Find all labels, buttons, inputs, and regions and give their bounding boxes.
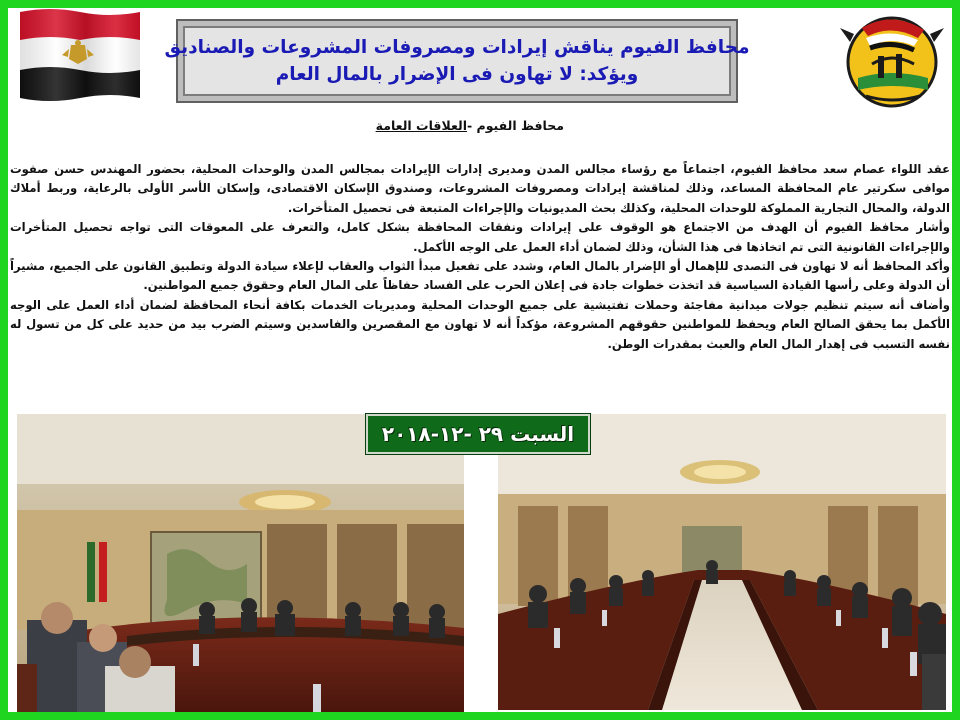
source-prefix: محافظ الفيوم - — [467, 118, 564, 133]
fayoum-governorate-logo — [836, 8, 946, 112]
source-line — [376, 118, 564, 133]
article-paragraph-2: وأشار محافظ الفيوم أن الهدف من الاجتماع هو الوقوف على إيرادات ونفقات المحافظة بشكل كامل، والتعرف على المعوقات التى تواجه تحصيل المتأخرات والإجراءات القانونية التى تم اتخاذها فى هذا الشأن، وذلك لضمان أداء العمل على الوجه الأكمل. — [10, 220, 950, 254]
headline-line-2: ويؤكد: لا تهاون فى الإضرار بالمال العام — [275, 64, 639, 85]
article-paragraph-1: عقد اللواء عصام سعد محافظ الفيوم، اجتماعاً مع رؤساء مجالس المدن ومديرى إدارات الإيرادات بمجالس المدن والوحدات المحلية، بحضور المهندس حسن صفوت موافى سكرتير عام المحافظة المساعد، وذلك لمناقشة إيرادات ومصروفات المشروعات، وصندوق الإسكان الاقتصادى، وإسكان الأسر الأولى بالرعاية، وربط أملاك الدولة، والمحال التجارية المملوكة للوحدات المحلية، وكذلك بحث المديونيات والإجراءات المتبعة فى تحصيل المتأخرات. — [10, 162, 950, 215]
article-body — [10, 160, 950, 354]
date-banner — [366, 414, 590, 454]
article-paragraph-3: وأكد المحافظ أنه لا تهاون فى التصدى للإهمال أو الإضرار بالمال العام، وشدد على تفعيل مبدأ الثواب والعقاب لإعلاء سيادة الدولة وتطبيق القانون على الجميع، مشيراً أن الدولة وعلى رأسها القيادة السياسية قد اتخذت خطوات جادة فى إعلان الحرب على الفساد حفاظاً على المال العام وحقوق جميع المواطنين. — [10, 259, 950, 293]
headline-box — [164, 19, 750, 103]
article-date: السبت ٢٩ -١٢-٢٠١٨ — [381, 422, 575, 446]
meeting-photo-left — [17, 414, 464, 712]
source-department: العلاقات العامة — [375, 118, 468, 133]
headline-line-1: محافظ الفيوم يناقش إيرادات ومصروفات المشروعات والصناديق — [164, 37, 750, 58]
article-paragraph-4: وأضاف أنه سيتم تنظيم جولات ميدانية مفاجئة وحملات تفتيشية على جميع الوحدات المحلية ومديريات الخدمات بكافة أنحاء المحافظة لضمان أداء العمل على الوجه الأكمل بما يحقق الصالح العام ويحفظ للمواطنين حقوقهم المشروعة، مؤكداً أنه لا تهاون مع المقصرين والفاسدين وسيتم الضرب بيد من حديد على كل من تسول له نفسه التسبب فى إهدار المال العام والعبث بمقدرات الوطن. — [10, 297, 950, 351]
meeting-photo-right — [498, 414, 946, 710]
egypt-flag-icon — [16, 6, 144, 104]
